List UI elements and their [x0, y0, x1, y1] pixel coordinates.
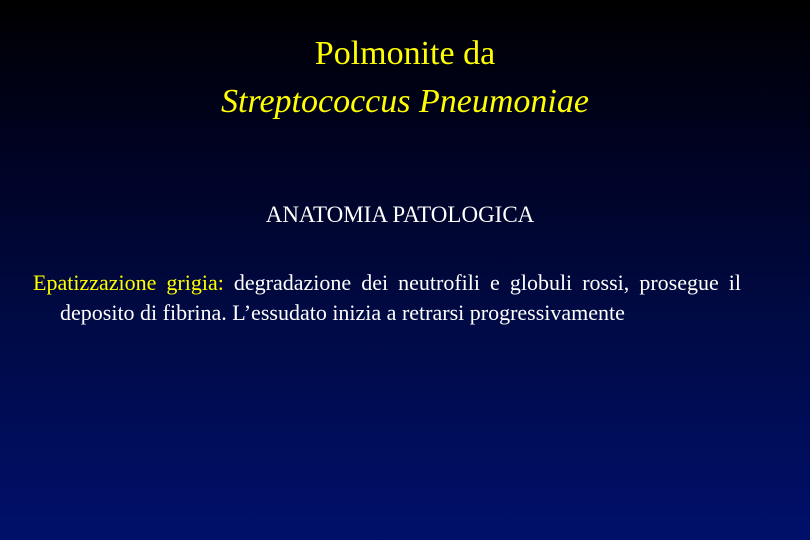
highlighted-term: Epatizzazione grigia: [33, 270, 224, 295]
title-line-2: Streptococcus Pneumoniae [221, 83, 589, 120]
body-paragraph [33, 268, 741, 328]
slide-title [0, 30, 810, 126]
body-text: degradazione dei neutrofili e globuli rossi, prosegue il deposito di fibrina. L’essudato inizia a retrarsi progressivamente [60, 270, 742, 325]
title-line-1: Polmonite da [314, 35, 496, 72]
section-heading: ANATOMIA PATOLOGICA [265, 202, 535, 227]
